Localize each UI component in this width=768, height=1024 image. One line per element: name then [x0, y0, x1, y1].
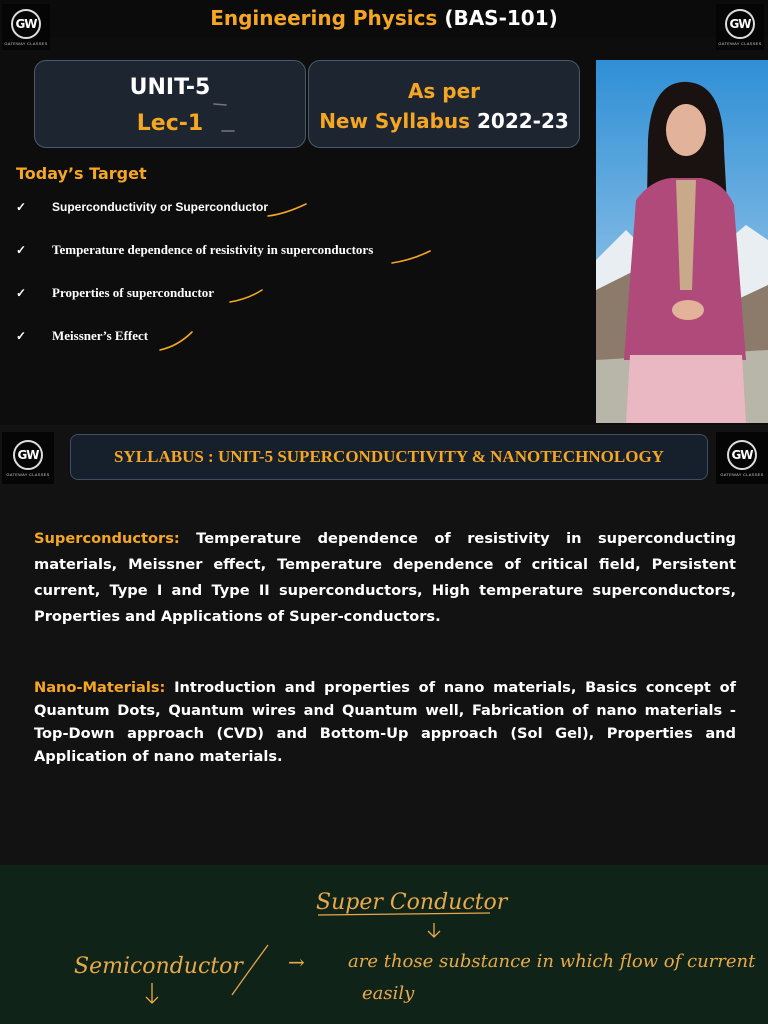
superconductors-body: Temperature dependence of resistivity in superconducting materials, Meissner effect, Temperature dependence of critical field, Persistent current, Type I and Type II superconductors, High temperature superconductors, Properties and Applications of Super-conductors.: [34, 530, 736, 625]
presenter-photo: [596, 60, 768, 423]
nano-materials-heading: Nano-Materials:: [34, 679, 166, 696]
course-code: (BAS-101): [444, 6, 558, 30]
syllabus-line2: New Syllabus 2022-23: [319, 109, 569, 133]
target-item: ✓ Properties of superconductor: [16, 285, 214, 300]
lecture-label: Lec-1: [136, 111, 204, 136]
syllabus-banner: SYLLABUS : UNIT-5 SUPERCONDUCTIVITY & NANOTECHNOLOGY: [70, 434, 708, 480]
board-left-word: Semiconductor: [74, 954, 243, 979]
unit-label: UNIT-5: [129, 75, 211, 100]
board-definition-line1: are those substance in which flow of current: [348, 951, 756, 972]
superconductors-paragraph: [34, 526, 736, 630]
checkmark-icon: ✓: [16, 200, 27, 214]
board-title: Super Conductor: [316, 890, 508, 915]
gateway-logo-icon: GW GATEWAY CLASSES: [716, 4, 764, 50]
handwritten-notes: [0, 865, 768, 1024]
checkmark-icon: ✓: [16, 243, 27, 257]
nano-materials-body: Introduction and properties of nano materials, Basics concept of Quantum Dots, Quantum wires and Quantum well, Fabrication of nano materials -Top-Down approach (CVD) and Bottom-Up approach (Sol Gel), Properties and Application of nano materials.: [34, 679, 736, 765]
nano-materials-paragraph: [34, 676, 736, 768]
writing-board: [0, 865, 768, 1024]
target-item: ✓ Temperature dependence of resistivity in superconductors: [16, 242, 374, 257]
gateway-logo-icon: GW GATEWAY CLASSES: [716, 432, 768, 484]
board-definition-line2: easily: [362, 983, 415, 1004]
syllabus-slide: [0, 425, 768, 865]
checkmark-icon: ✓: [16, 286, 27, 300]
todays-target-title: Today’s Target: [16, 164, 147, 183]
target-item: ✓ Superconductivity or Superconductor: [16, 200, 269, 214]
gateway-logo-icon: GW GATEWAY CLASSES: [2, 4, 50, 50]
checkmark-icon: ✓: [16, 329, 27, 343]
superconductors-heading: Superconductors:: [34, 530, 180, 547]
board-arrow: →: [288, 950, 305, 974]
target-item: ✓ Meissner’s Effect: [16, 328, 149, 343]
syllabus-line1: As per: [407, 79, 481, 103]
course-name: Engineering Physics: [210, 6, 438, 30]
gateway-logo-icon: GW GATEWAY CLASSES: [2, 432, 54, 484]
